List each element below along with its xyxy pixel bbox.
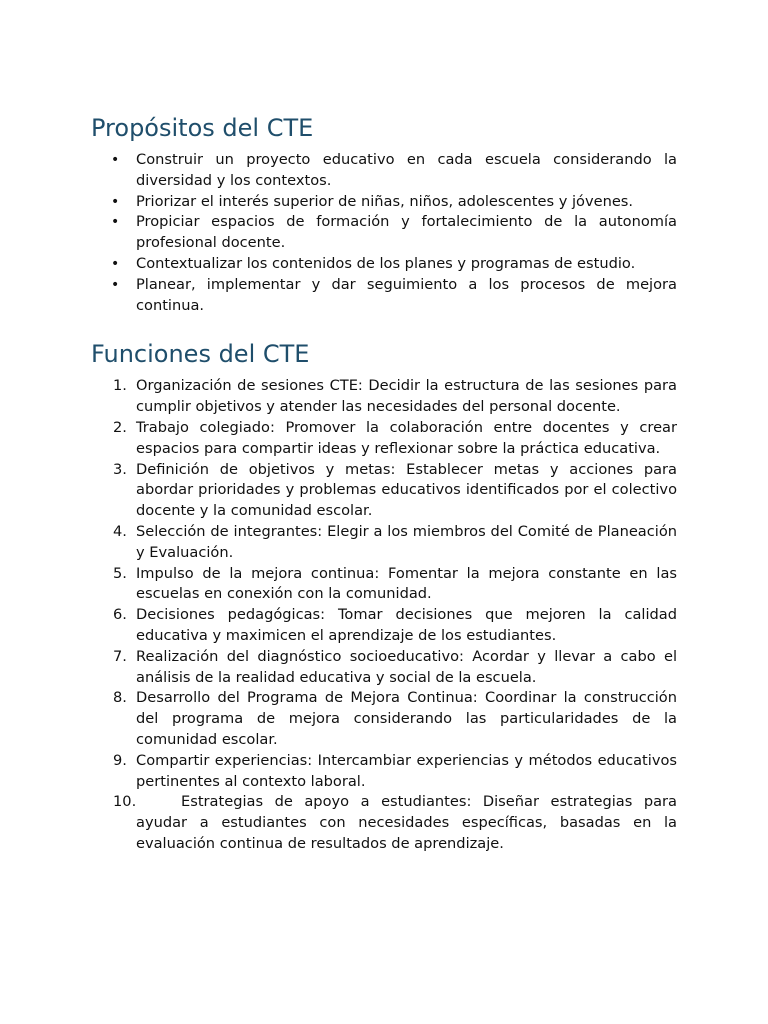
list-item: • Priorizar el interés superior de niñas, niños, adolescentes y jóvenes.: [91, 192, 677, 213]
list-item: 5. Impulso de la mejora continua: Fomentar la mejora constante en las escuelas en conexión con la comunidad.: [113, 564, 677, 603]
list-item: • Propiciar espacios de formación y fortalecimiento de la autonomía profesional docente.: [111, 213, 677, 252]
bullet-icon: •: [111, 214, 120, 231]
propositos-list: [91, 150, 677, 316]
section-title-funciones: Funciones del CTE: [91, 340, 310, 369]
list-item: 8. Desarrollo del Programa de Mejora Continua: Coordinar la construcción del programa de mejora considerando las particularidades de la comunidad escolar.: [113, 689, 677, 748]
item-number: 2.: [113, 418, 127, 436]
item-number: 10.: [113, 793, 137, 811]
list-item: 10. Estrategias de apoyo a estudiantes: Diseñar estrategias para ayudar a estudiantes con necesidades específicas, basadas en la evaluación continua de resultados de aprendizaje.: [113, 793, 677, 852]
section-title-propositos: Propósitos del CTE: [91, 114, 314, 142]
document-page: [91, 112, 677, 855]
bullet-icon: •: [111, 193, 120, 210]
item-number: 8.: [113, 689, 127, 707]
list-item: • Construir un proyecto educativo en cada escuela considerando la diversidad y los contextos.: [111, 151, 677, 189]
list-item: 6. Decisiones pedagógicas: Tomar decisiones que mejoren la calidad educativa y maximicen el aprendizaje de los estudiantes.: [113, 606, 677, 644]
list-item: • Contextualizar los contenidos de los planes y programas de estudio.: [91, 254, 677, 275]
item-number: 1.: [113, 377, 127, 395]
list-item: 7. Realización del diagnóstico socioeducativo: Acordar y llevar a cabo el análisis de la realidad educativa y social de la escuela.: [113, 647, 677, 686]
bullet-icon: •: [111, 152, 120, 168]
list-item: 3. Definición de objetivos y metas: Establecer metas y acciones para abordar prioridades y problemas educativos identificados por el colectivo docente y la comunidad escolar.: [113, 460, 677, 520]
list-item: 4. Selección de integrantes: Elegir a los miembros del Comité de Planeación y Evaluación.: [113, 522, 677, 561]
bullet-icon: •: [111, 255, 120, 272]
item-number: 6.: [113, 606, 127, 624]
bullet-icon: •: [111, 276, 120, 293]
list-item: 9. Compartir experiencias: Intercambiar experiencias y métodos educativos pertinentes al contexto laboral.: [113, 751, 677, 790]
list-item: 1. Organización de sesiones CTE: Decidir la estructura de las sesiones para cumplir objetivos y atender las necesidades del personal docente.: [113, 377, 677, 416]
item-number: 3.: [113, 460, 127, 478]
funciones-list: [91, 376, 677, 854]
item-number: 4.: [113, 522, 127, 540]
item-number: 9.: [113, 751, 127, 769]
item-number: 5.: [113, 564, 127, 582]
list-item: • Planear, implementar y dar seguimiento a los procesos de mejora continua.: [111, 275, 677, 314]
list-item: 2. Trabajo colegiado: Promover la colaboración entre docentes y crear espacios para compartir ideas y reflexionar sobre la práctica educativa.: [113, 418, 677, 457]
item-number: 7.: [113, 647, 127, 665]
